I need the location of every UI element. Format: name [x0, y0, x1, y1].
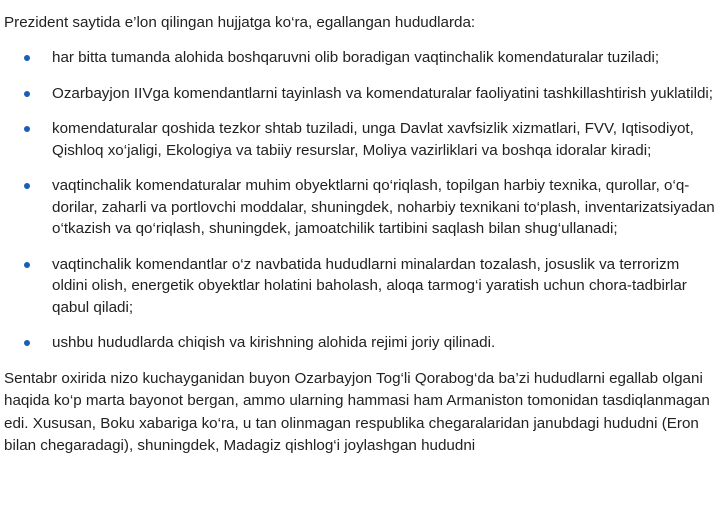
intro-text: Prezident saytida e’lon qilingan hujjatga ko‘ra, egallangan hududlarda:: [4, 14, 476, 31]
bullet-point-icon: [24, 340, 30, 346]
list-item: [4, 175, 716, 240]
body-paragraph: Sentabr oxirida nizo kuchayganidan buyon Ozarbayjon Tog‘li Qorabog‘da ba’zi hududlarni egallab olgani haqida ko‘p marta bayonot bergan, ammo ularning hammasi ham Armaniston tomonidan tasdiqlanmagan edi. Xususan, Boku xabariga ko‘ra, u tan olinmagan respublika chegaralaridan janubdagi hududni (Eron bilan chegaradagi), shuningdek, Madagiz qishlog‘i joylashgan hududni: [4, 369, 710, 455]
list-item-text: Ozarbayjon IIVga komendantlarni tayinlash va komendaturalar faoliyatini tashkillashtirish yuklatildi;: [52, 84, 713, 102]
bullet-point-icon: [24, 183, 30, 189]
list-item-text: vaqtinchalik komendaturalar muhim obyektlarni qo‘riqlash, topilgan harbiy texnika, qurollar, o‘q-dorilar, zaharli va portlovchi moddalar, shuningdek, noharbiy texnikani to‘plash, inventarizatsiyadan o‘tkazish va qo‘riqlash, shuningdek, jamoatchilik tartibini saqlash bilan shug‘ullanadi;: [52, 177, 715, 237]
list-item: [4, 254, 716, 319]
list-item: [4, 332, 716, 354]
list-item-text: har bitta tumanda alohida boshqaruvni olib boradigan vaqtinchalik komendaturalar tuziladi;: [52, 49, 660, 66]
list-item: [4, 83, 716, 105]
bullet-point-icon: [24, 91, 30, 97]
list-item: [4, 47, 716, 69]
list-item-text: ushbu hududlarda chiqish va kirishning alohida rejimi joriy qilinadi.: [52, 334, 496, 351]
bullet-point-icon: [24, 262, 30, 268]
list-item-text: komendaturalar qoshida tezkor shtab tuziladi, unga Davlat xavfsizlik xizmatlari, FVV, Iqtisodiyot, Qishloq xo‘jaligi, Ekologiya va tabiiy resurslar, Moliya vazirliklari va boshqa idoralar kiradi;: [52, 120, 694, 159]
bullet-point-icon: [24, 55, 30, 61]
bullet-point-icon: [24, 126, 30, 132]
list-item-text: vaqtinchalik komendantlar o‘z navbatida hududlarni minalardan tozalash, josuslik va terrorizm oldini olish, energetik obyektlar holatini baholash, aloqa tarmog‘i yaratish uchun chora-tadbirlar qabul qiladi;: [52, 255, 687, 316]
article-body: [4, 0, 716, 458]
list-item: [4, 118, 716, 161]
bullet-list: [4, 47, 716, 354]
